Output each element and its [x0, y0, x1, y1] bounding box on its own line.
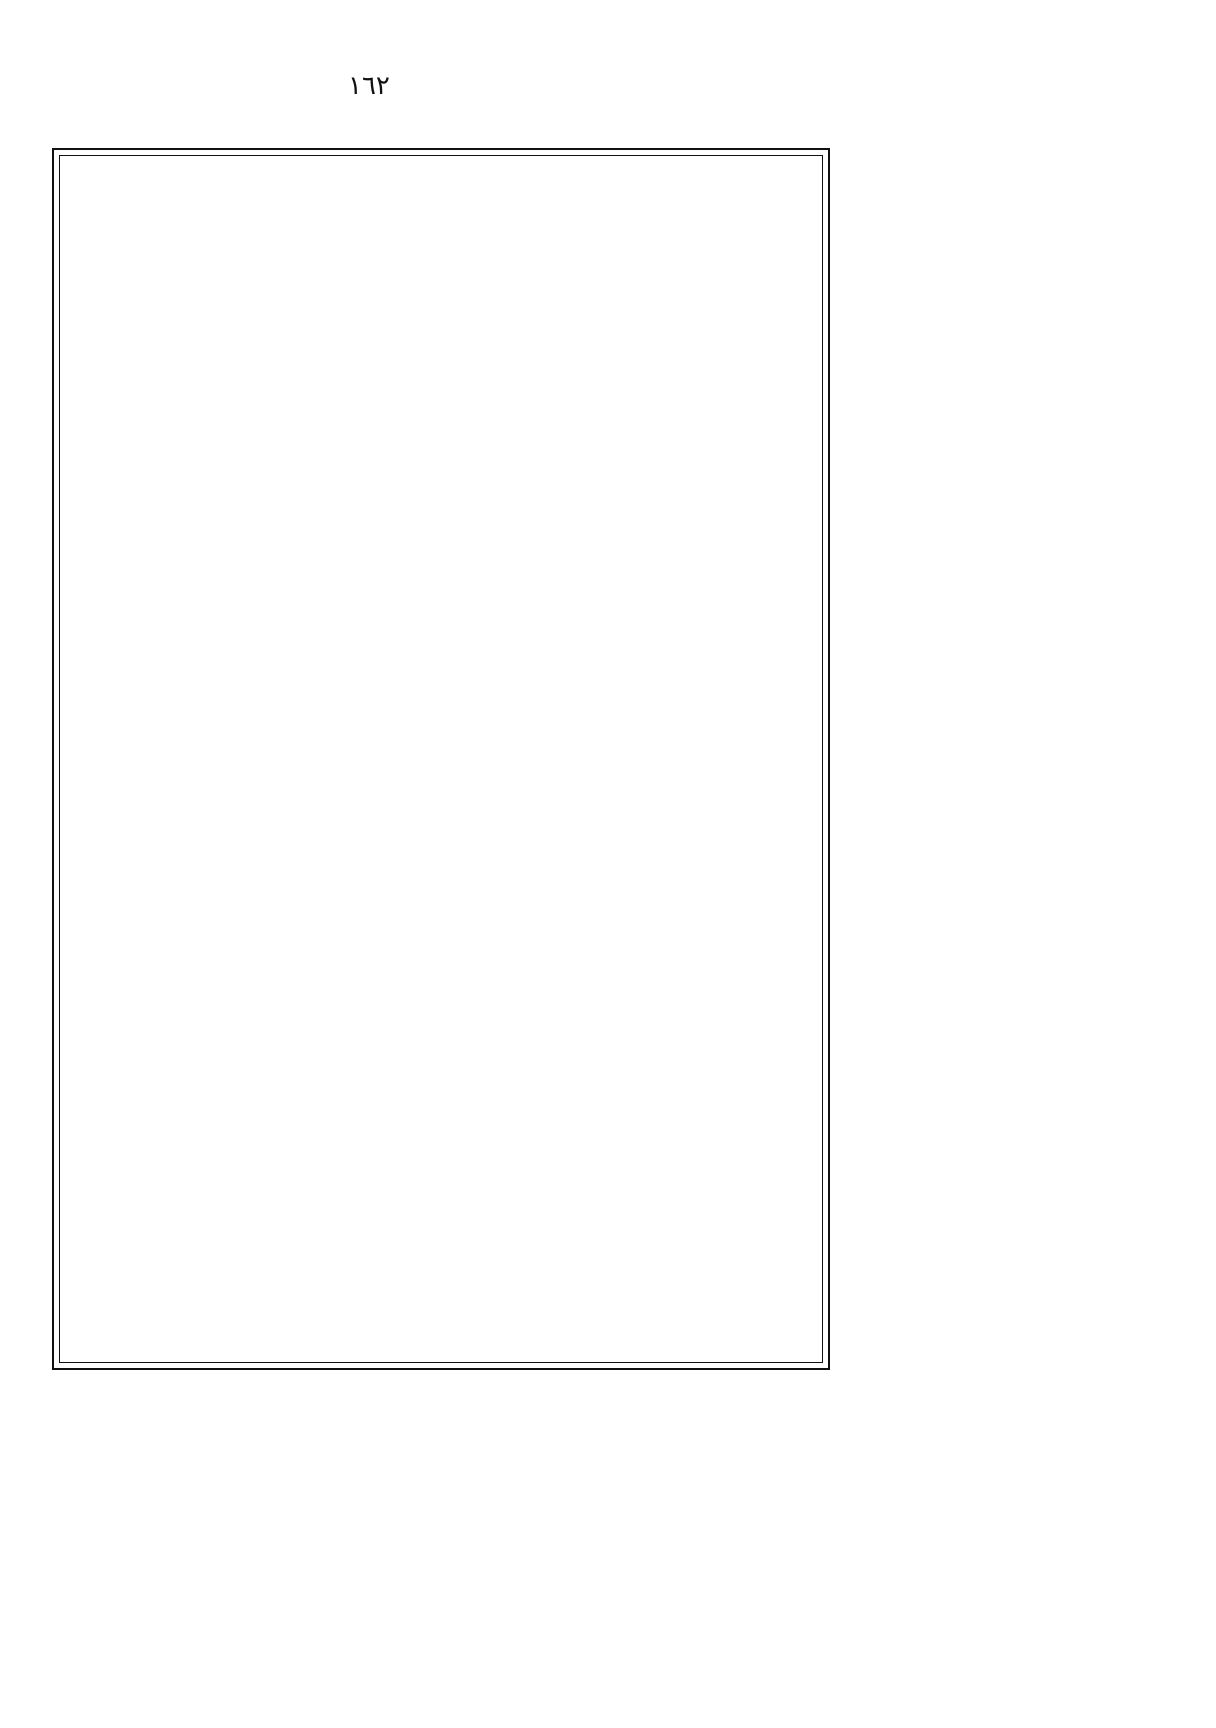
- footer-line: [54, 1440, 1164, 1474]
- main-text-line: [74, 784, 808, 820]
- main-text-line: [74, 964, 808, 1000]
- main-text-line: [74, 388, 808, 424]
- margin-text-line: [838, 1180, 1106, 1216]
- main-text-block: [59, 155, 823, 1363]
- margin-text-line: [838, 718, 1106, 754]
- main-text-line: [74, 244, 808, 280]
- margin-text-line: [838, 576, 1106, 612]
- main-text-line: [74, 1108, 808, 1144]
- main-text-line: [74, 352, 808, 388]
- main-text-line: [74, 172, 808, 208]
- main-text-line: [74, 892, 808, 928]
- margin-text-line: [838, 789, 1106, 825]
- margin-text-line: [838, 221, 1106, 257]
- main-text-line: [74, 712, 808, 748]
- header-line: [54, 82, 1164, 112]
- header-line: [54, 48, 1164, 78]
- main-text-line: [74, 1144, 808, 1180]
- main-text-line: [74, 460, 808, 496]
- main-text-line: [74, 532, 808, 568]
- margin-text-line: [838, 363, 1106, 399]
- margin-text-line: [838, 896, 1106, 932]
- main-text-line: [74, 1216, 808, 1252]
- margin-text-line: [838, 612, 1106, 648]
- margin-text-line: [838, 860, 1106, 896]
- margin-text-line: [838, 754, 1106, 790]
- main-text-line: [74, 1180, 808, 1216]
- margin-text-line: [838, 292, 1106, 328]
- page-header: [54, 48, 1164, 148]
- main-text-line: [74, 424, 808, 460]
- margin-text-line: [838, 1144, 1106, 1180]
- main-text-line: [74, 640, 808, 676]
- margin-text-line: [838, 931, 1106, 967]
- margin-text-line: [838, 825, 1106, 861]
- main-text-frame: [52, 148, 830, 1370]
- page-footer: [54, 1372, 1164, 1522]
- main-text-line: [74, 604, 808, 640]
- main-text-line: [74, 496, 808, 532]
- main-text-line: [74, 1072, 808, 1108]
- main-text-line: [74, 928, 808, 964]
- margin-text-line: [838, 541, 1106, 577]
- footer-line: [54, 1372, 1164, 1406]
- margin-text-line: [838, 186, 1106, 222]
- margin-text-line: [838, 470, 1106, 506]
- main-text-line: [74, 1324, 808, 1360]
- page-number: ١٦٢: [348, 71, 390, 101]
- margin-text-line: [838, 1073, 1106, 1109]
- main-text-line: [74, 1288, 808, 1324]
- main-text-line: [74, 676, 808, 712]
- main-text-line: [74, 748, 808, 784]
- margin-text-line: [838, 150, 1106, 186]
- margin-text-line: [838, 647, 1106, 683]
- margin-text-line: [838, 683, 1106, 719]
- main-text-line: [74, 316, 808, 352]
- margin-text-line: [838, 1286, 1106, 1322]
- margin-text-line: [838, 1109, 1106, 1145]
- margin-text-line: [838, 1038, 1106, 1074]
- main-text-line: [74, 1252, 808, 1288]
- margin-text-line: [838, 505, 1106, 541]
- footer-line: [54, 1406, 1164, 1440]
- main-text-line: [74, 820, 808, 856]
- margin-text-line: [838, 1322, 1106, 1358]
- margin-text-line: [838, 399, 1106, 435]
- margin-text-line: [838, 257, 1106, 293]
- main-text-line: [74, 280, 808, 316]
- margin-text-line: [838, 328, 1106, 364]
- margin-text-line: [838, 967, 1106, 1003]
- margin-text-line: [838, 1251, 1106, 1287]
- margin-text-line: [838, 434, 1106, 470]
- margin-text-line: [838, 1215, 1106, 1251]
- main-text-line: [74, 1036, 808, 1072]
- main-text-line: [74, 208, 808, 244]
- main-text-line: [74, 1000, 808, 1036]
- main-text-line: [74, 856, 808, 892]
- footer-line: [54, 1474, 1164, 1508]
- margin-commentary-column: [838, 150, 1106, 1370]
- main-text-line: [74, 568, 808, 604]
- margin-text-line: [838, 1002, 1106, 1038]
